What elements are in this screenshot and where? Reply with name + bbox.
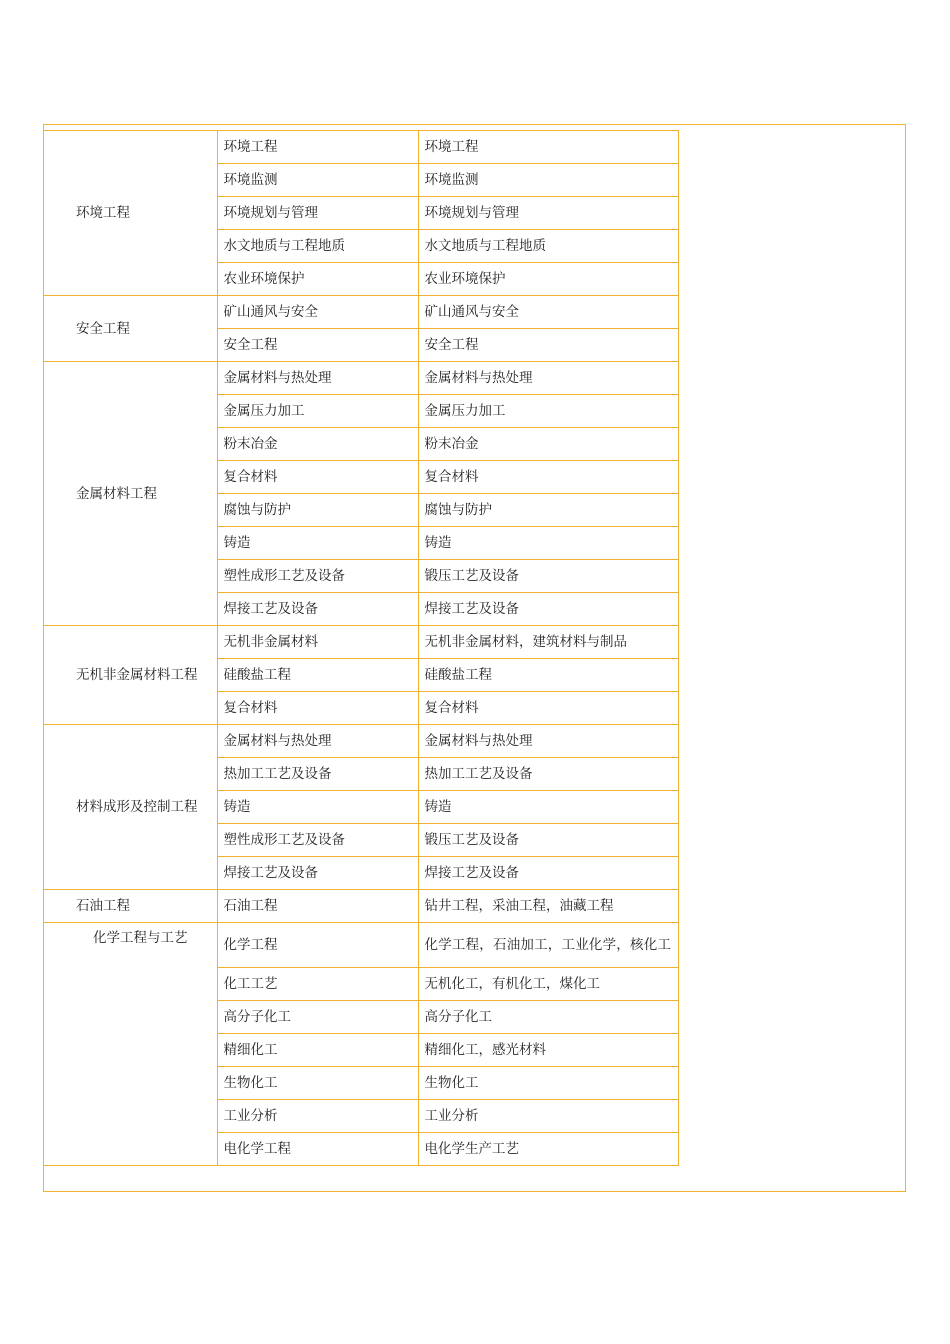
old-major-cell: 环境监测 <box>418 164 678 197</box>
old-major-cell: 复合材料 <box>418 692 678 725</box>
old-major-cell: 安全工程 <box>418 329 678 362</box>
new-major-cell: 复合材料 <box>217 461 418 494</box>
new-major-cell: 热加工工艺及设备 <box>217 758 418 791</box>
old-major-cell: 无机化工，有机化工，煤化工 <box>418 968 678 1001</box>
new-major-cell: 铸造 <box>217 527 418 560</box>
category-cell: 材料成形及控制工程 <box>43 725 217 890</box>
category-cell: 安全工程 <box>43 296 217 362</box>
old-major-cell: 硅酸盐工程 <box>418 659 678 692</box>
majors-table <box>43 130 679 1166</box>
category-cell: 无机非金属材料工程 <box>43 626 217 725</box>
old-major-cell: 环境工程 <box>418 131 678 164</box>
new-major-cell: 硅酸盐工程 <box>217 659 418 692</box>
old-major-cell: 腐蚀与防护 <box>418 494 678 527</box>
new-major-cell: 农业环境保护 <box>217 263 418 296</box>
old-major-cell: 精细化工，感光材料 <box>418 1034 678 1067</box>
new-major-cell: 电化学工程 <box>217 1133 418 1166</box>
old-major-cell: 环境规划与管理 <box>418 197 678 230</box>
table-row <box>43 725 678 758</box>
new-major-cell: 金属压力加工 <box>217 395 418 428</box>
old-major-cell: 焊接工艺及设备 <box>418 593 678 626</box>
old-major-cell: 铸造 <box>418 791 678 824</box>
new-major-cell: 化工工艺 <box>217 968 418 1001</box>
old-major-cell: 锻压工艺及设备 <box>418 824 678 857</box>
new-major-cell: 环境监测 <box>217 164 418 197</box>
new-major-cell: 工业分析 <box>217 1100 418 1133</box>
old-major-cell: 无机非金属材料，建筑材料与制品 <box>418 626 678 659</box>
old-major-cell: 金属材料与热处理 <box>418 725 678 758</box>
new-major-cell: 石油工程 <box>217 890 418 923</box>
new-major-cell: 精细化工 <box>217 1034 418 1067</box>
category-cell: 环境工程 <box>43 131 217 296</box>
table-row <box>43 923 678 968</box>
old-major-cell: 水文地质与工程地质 <box>418 230 678 263</box>
old-major-cell: 金属材料与热处理 <box>418 362 678 395</box>
new-major-cell: 无机非金属材料 <box>217 626 418 659</box>
old-major-cell: 农业环境保护 <box>418 263 678 296</box>
new-major-cell: 复合材料 <box>217 692 418 725</box>
new-major-cell: 金属材料与热处理 <box>217 725 418 758</box>
new-major-cell: 腐蚀与防护 <box>217 494 418 527</box>
old-major-cell: 生物化工 <box>418 1067 678 1100</box>
old-major-cell: 矿山通风与安全 <box>418 296 678 329</box>
new-major-cell: 环境规划与管理 <box>217 197 418 230</box>
old-major-cell: 工业分析 <box>418 1100 678 1133</box>
category-cell: 石油工程 <box>43 890 217 923</box>
old-major-cell: 复合材料 <box>418 461 678 494</box>
table-row <box>43 131 678 164</box>
new-major-cell: 焊接工艺及设备 <box>217 593 418 626</box>
new-major-cell: 粉末冶金 <box>217 428 418 461</box>
table-row <box>43 890 678 923</box>
new-major-cell: 高分子化工 <box>217 1001 418 1034</box>
new-major-cell: 化学工程 <box>217 923 418 968</box>
new-major-cell: 焊接工艺及设备 <box>217 857 418 890</box>
old-major-cell: 粉末冶金 <box>418 428 678 461</box>
category-cell: 金属材料工程 <box>43 362 217 626</box>
new-major-cell: 环境工程 <box>217 131 418 164</box>
old-major-cell: 高分子化工 <box>418 1001 678 1034</box>
new-major-cell: 矿山通风与安全 <box>217 296 418 329</box>
old-major-cell: 铸造 <box>418 527 678 560</box>
table-row <box>43 626 678 659</box>
new-major-cell: 金属材料与热处理 <box>217 362 418 395</box>
new-major-cell: 塑性成形工艺及设备 <box>217 560 418 593</box>
new-major-cell: 安全工程 <box>217 329 418 362</box>
new-major-cell: 铸造 <box>217 791 418 824</box>
majors-table-body <box>43 131 678 1166</box>
table-row <box>43 296 678 329</box>
old-major-cell: 化学工程，石油加工，工业化学，核化工 <box>418 923 678 968</box>
old-major-cell: 钻井工程，采油工程，油藏工程 <box>418 890 678 923</box>
old-major-cell: 金属压力加工 <box>418 395 678 428</box>
old-major-cell: 焊接工艺及设备 <box>418 857 678 890</box>
old-major-cell: 锻压工艺及设备 <box>418 560 678 593</box>
category-cell: 化学工程与工艺 <box>43 923 217 1166</box>
new-major-cell: 塑性成形工艺及设备 <box>217 824 418 857</box>
new-major-cell: 水文地质与工程地质 <box>217 230 418 263</box>
old-major-cell: 电化学生产工艺 <box>418 1133 678 1166</box>
old-major-cell: 热加工工艺及设备 <box>418 758 678 791</box>
table-row <box>43 362 678 395</box>
new-major-cell: 生物化工 <box>217 1067 418 1100</box>
